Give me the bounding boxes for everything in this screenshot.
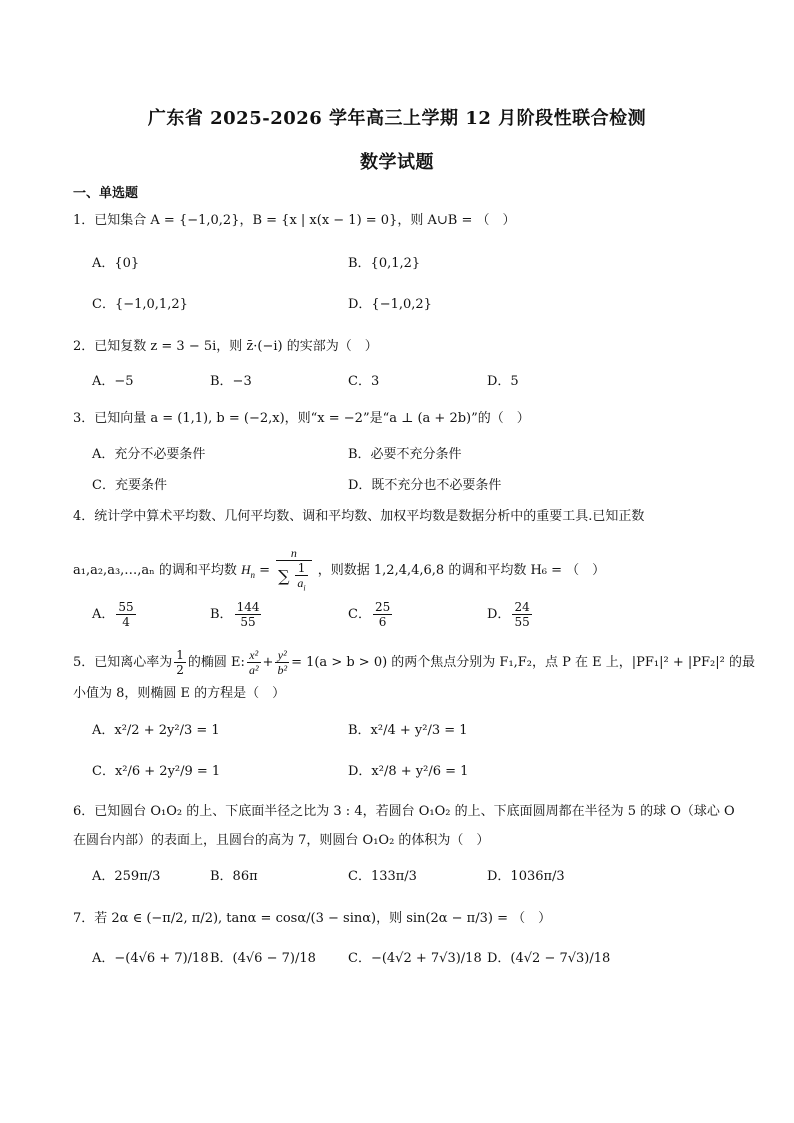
q4-option-c: C． $\frac{25}{6}$: [348, 600, 391, 629]
q2-option-b: B．−3: [210, 374, 252, 389]
question-6-stem-line1: 6．已知圆台 O₁O₂ 的上、下底面半径之比为 3 : 4，若圆台 O₁O₂ 的上、下底面圆周都在半径为 5 的球 O（球心 O: [73, 804, 735, 819]
q5-option-b: B．x²/4 + y²/3 = 1: [348, 723, 468, 738]
question-5-stem-line1: 5．已知离心率为 $\frac{1}{2}$ 的椭圆 E: $\frac{\text{x²}}{\text{a²}}$ + $\frac{\text{y²}}{\text{b²}}$ = 1(a > b > 0) 的两个焦点分别为 F₁,F₂，点 P 在 E 上，|PF₁|² + |PF₂|² 的最: [73, 648, 755, 677]
q4-option-b: B． $\frac{144}{55}$: [210, 600, 260, 629]
q3-option-d: D．既不充分也不必要条件: [348, 478, 502, 493]
q2-option-d: D．5: [487, 374, 519, 389]
question-3-stem: 3．已知向量 a = (1,1), b = (−2,x)，则“x = −2”是“a ⊥ (a + 2b)”的（ ）: [73, 411, 530, 426]
section-heading: 一、单选题: [73, 186, 139, 201]
q3-option-a: A．充分不必要条件: [92, 447, 206, 462]
q7-option-a: A．−(4√6 + 7)/18: [92, 951, 209, 966]
q6-option-a: A．259π/3: [92, 869, 161, 884]
q5-option-a: A．x²/2 + 2y²/3 = 1: [92, 723, 220, 738]
question-7-stem: 7．若 2α ∈ (−π/2, π/2), tanα = cosα/(3 − sinα)，则 sin(2α − π/3) = （ ）: [73, 911, 552, 926]
q5-option-d: D．x²/8 + y²/6 = 1: [348, 764, 469, 779]
question-2-stem: 2．已知复数 z = 3 − 5i，则 z̄·(−i) 的实部为（ ）: [73, 339, 378, 354]
q7-option-b: B．(4√6 − 7)/18: [210, 951, 316, 966]
q1-option-c: C．{−1,0,1,2}: [92, 297, 188, 312]
q4-option-a: A． $\frac{55}{4}$: [92, 600, 134, 629]
question-4-stem-line2-a: a₁,a₂,a₃,…,aₙ 的调和平均数: [73, 563, 237, 579]
question-6-stem-line2: 在圆台内部）的表面上，且圆台的高为 7，则圆台 O₁O₂ 的体积为（ ）: [73, 833, 490, 848]
question-1-stem: 1．已知集合 A = {−1,0,2}，B = {x | x(x − 1) = 0}，则 A∪B = （ ）: [73, 213, 516, 228]
question-5-stem-line2: 小值为 8，则椭圆 E 的方程是（ ）: [73, 686, 286, 701]
q6-option-b: B．86π: [210, 869, 258, 884]
q5-option-c: C．x²/6 + 2y²/9 = 1: [92, 764, 221, 779]
q3-option-c: C．充要条件: [92, 478, 167, 493]
q1-option-a: A．{0}: [92, 256, 140, 271]
q6-option-d: D．1036π/3: [487, 869, 565, 884]
q7-option-d: D．(4√2 − 7√3)/18: [487, 951, 611, 966]
q2-option-c: C．3: [348, 374, 380, 389]
q2-option-a: A．−5: [92, 374, 134, 389]
question-4-stem-line2-b: ，则数据 1,2,4,4,6,8 的调和平均数 H₆ = （ ）: [317, 563, 606, 579]
exam-subtitle: 数学试题: [360, 152, 434, 173]
q6-option-c: C．133π/3: [348, 869, 417, 884]
question-4-stem-line1: 4．统计学中算术平均数、几何平均数、调和平均数、加权平均数是数据分析中的重要工具.已知正数: [73, 509, 645, 524]
q3-option-b: B．必要不充分条件: [348, 447, 462, 462]
q1-option-b: B．{0,1,2}: [348, 256, 421, 271]
exam-title: 广东省 2025-2026 学年高三上学期 12 月阶段性联合检测: [147, 108, 647, 129]
q4-option-d: D． $\frac{24}{55}$: [487, 600, 530, 629]
harmonic-mean-formula: $H_n$ = n ∑ $\frac{1}{a_i}$: [241, 546, 314, 595]
question-4-stem-line2: [73, 546, 605, 595]
q1-option-d: D．{−1,0,2}: [348, 297, 432, 312]
q7-option-c: C．−(4√2 + 7√3)/18: [348, 951, 482, 966]
